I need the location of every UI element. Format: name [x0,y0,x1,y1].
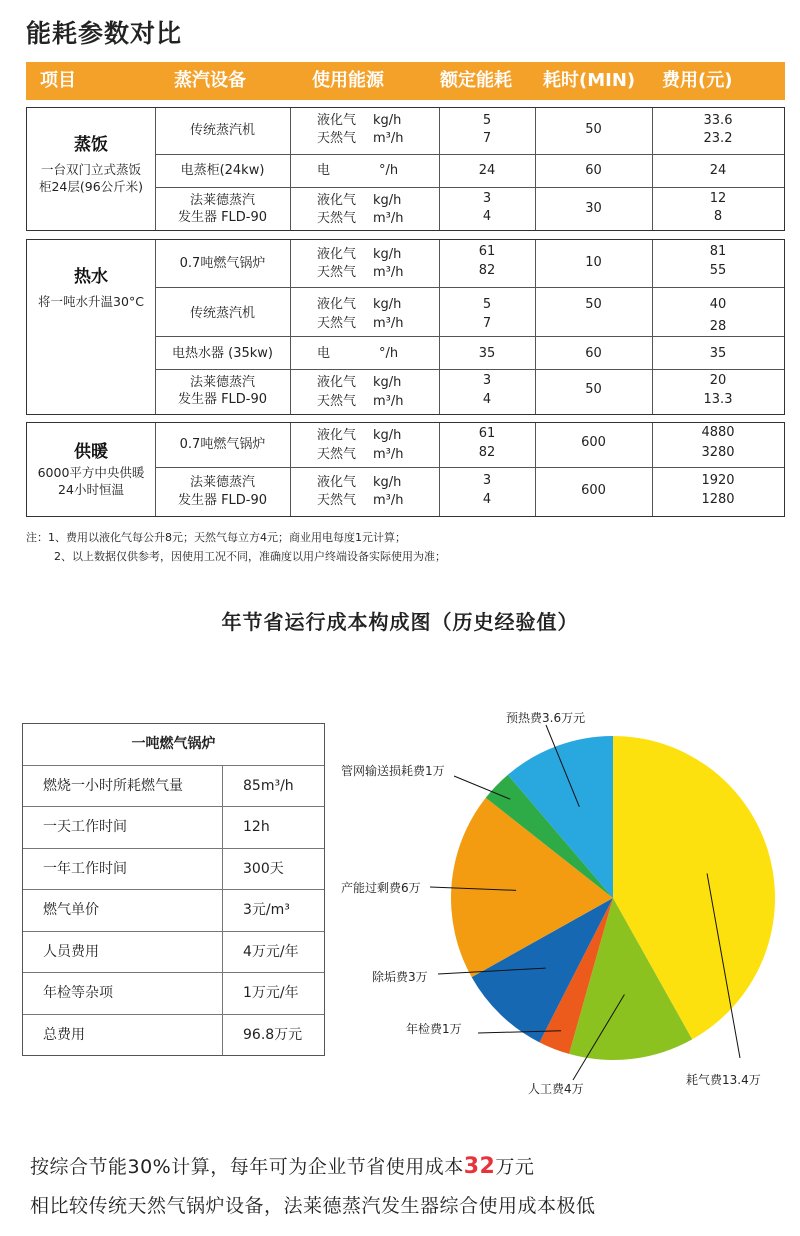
device-cell: 电蒸柜(24kw) [180,163,265,178]
category-desc: 24小时恒温 [58,482,124,497]
cost-value: 20 [709,373,727,388]
category-desc: 柜24层(96公斤米) [38,179,144,194]
pie-label-pipeline-loss: 管网输送损耗费1万 [341,764,445,778]
energy-name: 液化气 [317,247,357,262]
cost-value: 33.6 [703,113,733,128]
boiler-row-value: 1万元/年 [243,985,299,1001]
pie-label-preheat: 预热费3.6万元 [506,711,586,725]
device-cell: 0.7吨燃气锅炉 [179,256,266,271]
energy-name: 电 [317,346,331,361]
category-name: 蒸饭 [74,135,108,155]
energy-name: 液化气 [317,113,357,128]
footer-line-1-pre: 按综合节能30%计算，每年可为企业节省使用成本 [30,1156,464,1178]
energy-unit: m³/h [373,211,404,226]
rated-value: 5 [482,297,492,312]
cost-value: 23.2 [703,131,733,146]
device-cell: 法莱德蒸汽 [189,375,255,390]
rated-value: 7 [482,131,492,146]
energy-unit: kg/h [373,428,402,443]
rated-value: 7 [482,316,492,331]
energy-name: 天然气 [317,447,357,462]
header-cost: 费用(元) [662,70,733,91]
energy-name: 液化气 [317,193,357,208]
rated-value: 4 [482,492,492,507]
boiler-row-value: 4万元/年 [243,943,299,960]
footer-line-1-post: 万元 [495,1156,535,1178]
energy-unit: kg/h [373,193,402,208]
time-value: 30 [585,201,602,216]
cost-value: 55 [709,263,727,278]
category-desc: 将一吨水升温30°C [38,294,144,309]
boiler-row-label: 一天工作时间 [23,807,223,848]
time-value: 600 [581,483,606,498]
cost-value: 13.3 [703,392,733,407]
cost-value: 8 [713,209,723,224]
energy-unit: m³/h [373,131,404,146]
device-cell: 发生器 FLD-90 [177,392,268,407]
energy-name: 天然气 [317,394,357,409]
time-value: 60 [585,163,602,178]
cost-value: 24 [709,163,727,178]
rated-value: 82 [478,445,496,460]
device-cell: 传统蒸汽机 [189,306,255,321]
device-cell: 法莱德蒸汽 [189,475,255,490]
boiler-row-label: 一年工作时间 [23,849,223,890]
pie-label-overcapacity: 产能过剩费6万 [341,881,421,895]
energy-unit: kg/h [373,113,402,128]
time-value: 50 [585,122,602,137]
category-name: 热水 [74,267,108,287]
boiler-row-value: 85m³/h [243,777,294,794]
device-cell: 传统蒸汽机 [189,123,255,138]
energy-name: 液化气 [317,475,357,490]
energy-unit: kg/h [373,375,402,390]
category-name: 供暖 [74,442,108,462]
cost-value: 81 [709,244,727,259]
boiler-row-value: 300天 [243,860,284,877]
header-rated: 额定能耗 [440,70,512,91]
cost-value: 28 [709,319,727,334]
note-line-1: 注：1、费用以液化气每公升8元；天然气每立方4元；商业用电每度1元计算； [26,531,406,544]
cost-value: 1280 [701,492,735,507]
boiler-row-label: 人员费用 [23,932,223,973]
header-device: 蒸汽设备 [174,70,246,91]
energy-unit: m³/h [373,265,404,280]
rated-value: 61 [478,244,496,259]
footer-line-2: 相比较传统天然气锅炉设备，法莱德蒸汽发生器综合使用成本极低 [30,1195,596,1217]
energy-name: 天然气 [317,265,357,280]
header-energy: 使用能源 [312,70,384,91]
boiler-row-value: 96.8万元 [243,1026,303,1043]
rated-value: 24 [478,163,496,178]
rated-value: 82 [478,263,496,278]
time-value: 50 [585,297,602,312]
energy-unit: m³/h [373,493,404,508]
energy-name: 电 [317,163,331,178]
energy-unit: kg/h [373,247,402,262]
time-value: 600 [581,435,606,450]
energy-name: 液化气 [317,375,357,390]
rated-value: 3 [482,473,492,488]
boiler-row-label: 总费用 [23,1015,223,1056]
rated-value: 61 [478,426,496,441]
header-time: 耗时(MIN) [543,70,636,91]
energy-unit: m³/h [373,447,404,462]
cost-value: 35 [709,346,727,361]
category-desc: 一台双门立式蒸饭 [40,162,141,177]
pie-label-inspection: 年检费1万 [406,1022,462,1036]
energy-name: 天然气 [317,131,357,146]
device-cell: 发生器 FLD-90 [177,493,268,508]
pie-label-descaling: 除垢费3万 [372,970,428,984]
time-value: 10 [585,255,602,270]
device-cell: 电热水器 (35kw) [172,346,273,361]
cost-value: 3280 [701,445,735,460]
rated-value: 5 [482,113,492,128]
boiler-row-label: 燃气单价 [23,890,223,931]
boiler-row-label: 年检等杂项 [23,973,223,1014]
energy-name: 液化气 [317,297,357,312]
chart-title: 年节省运行成本构成图（历史经验值） [221,610,579,634]
cost-value: 12 [709,191,727,206]
note-line-2: 2、以上数据仅供参考，因使用工况不同，准确度以用户终端设备实际使用为准； [54,550,446,563]
device-cell: 法莱德蒸汽 [189,193,255,208]
energy-name: 液化气 [317,428,357,443]
energy-name: 天然气 [317,211,357,226]
rated-value: 3 [482,191,492,206]
rated-value: 4 [482,209,492,224]
boiler-row-value: 3元/m³ [243,902,290,918]
rated-value: 3 [482,373,492,388]
cost-value: 4880 [701,425,735,440]
boiler-row-label: 燃烧一小时所耗燃气量 [23,766,223,807]
boiler-table-title: 一吨燃气锅炉 [131,736,216,752]
pie-label-labor: 人工费4万 [528,1082,584,1096]
boiler-row-value: 12h [243,819,270,835]
energy-unit: °/h [379,163,399,178]
footer-highlight-number: 32 [463,1154,496,1179]
category-desc: 6000平方中央供暖 [37,465,145,480]
cost-value: 1920 [701,473,735,488]
device-cell: 发生器 FLD-90 [177,210,268,225]
footer-line-1 [30,1152,534,1179]
rated-value: 4 [482,392,492,407]
time-value: 50 [585,382,602,397]
energy-unit: m³/h [373,316,404,331]
energy-name: 天然气 [317,493,357,508]
rated-value: 35 [478,346,496,361]
pie-label-gas: 耗气费13.4万 [686,1073,761,1087]
header-item: 项目 [40,70,76,91]
energy-name: 天然气 [317,316,357,331]
energy-unit: kg/h [373,297,402,312]
energy-unit: m³/h [373,394,404,409]
energy-unit: °/h [379,346,399,361]
energy-unit: kg/h [373,475,402,490]
cost-value: 40 [709,297,727,312]
page-title: 能耗参数对比 [26,19,183,48]
device-cell: 0.7吨燃气锅炉 [179,437,266,452]
time-value: 60 [585,346,602,361]
